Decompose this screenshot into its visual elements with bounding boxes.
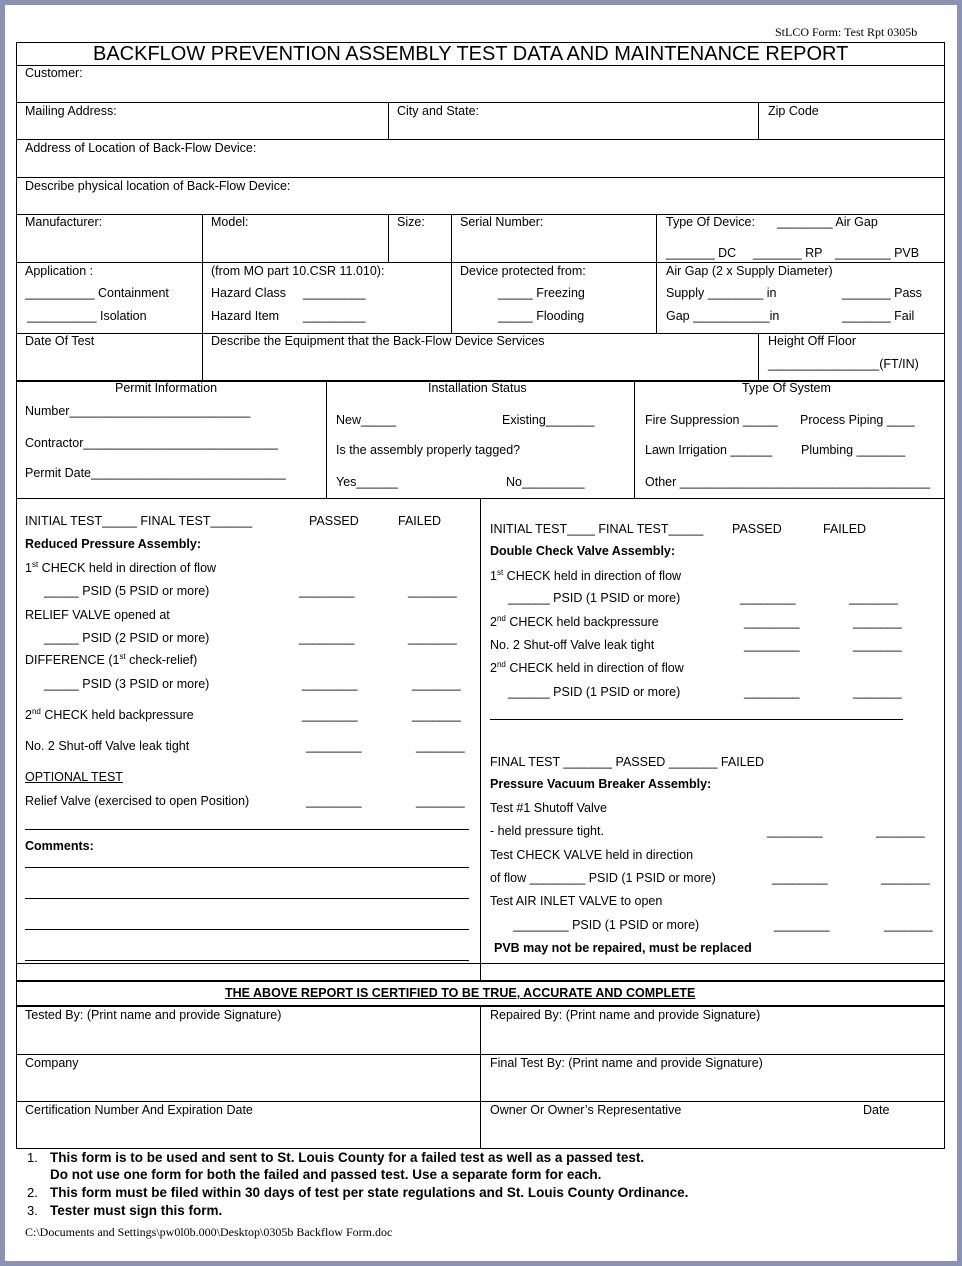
serial-label: Serial Number:	[460, 215, 544, 229]
pvb-note: PVB may not be repaired, must be replaced	[494, 941, 752, 955]
containment: __________ Containment	[25, 286, 169, 300]
customer-label: Customer:	[25, 66, 83, 80]
rp-difference: DIFFERENCE (1st check-relief)	[25, 651, 198, 667]
rp-shutoff-pass: ________	[306, 739, 362, 753]
rp-failed: FAILED	[398, 514, 442, 528]
protected-from-label: Device protected from:	[460, 264, 586, 278]
pvb-test-check: Test CHECK VALVE held in direction	[490, 848, 694, 862]
cert-company: Company	[25, 1056, 79, 1070]
permit-number: Number__________________________	[25, 404, 251, 418]
rp-psid5-pass: ________	[299, 584, 355, 598]
describe-equipment-label: Describe the Equipment that the Back-Flow Device Services	[211, 334, 545, 348]
rp-psid2-pass: ________	[299, 631, 355, 645]
dc-check2bp-fail: _______	[853, 615, 902, 629]
gap-field: Gap ___________in	[666, 309, 780, 323]
dc-psid1b-pass: ________	[744, 685, 800, 699]
rp-check2-pass: ________	[302, 708, 358, 722]
pvb-test1: Test #1 Shutoff Valve	[490, 801, 607, 815]
dc-psid1a: ______ PSID (1 PSID or more)	[508, 591, 681, 605]
rp-shutoff-fail: _______	[416, 739, 465, 753]
dc-failed: FAILED	[823, 522, 867, 536]
cert-tested-by: Tested By: (Print name and provide Signature)	[25, 1008, 282, 1022]
note-1-text: This form is to be used and sent to St. Louis County for a failed test as well as a passed test.	[50, 1150, 645, 1165]
rp-optional: OPTIONAL TEST	[25, 770, 123, 784]
dc-psid1b: ______ PSID (1 PSID or more)	[508, 685, 681, 699]
system-other: Other ____________________________________	[645, 475, 931, 489]
rp-psid3: _____ PSID (3 PSID or more)	[44, 677, 210, 691]
cert-date: Date	[863, 1103, 890, 1117]
file-path: C:\Documents and Settings\pw0l0b.000\Desktop\0305b Backflow Form.doc	[25, 1225, 393, 1239]
system-lawn: Lawn Irrigation ______	[645, 443, 773, 457]
air-gap-2x-label: Air Gap (2 x Supply Diameter)	[666, 264, 833, 278]
mailing-address-label: Mailing Address:	[25, 104, 117, 118]
rp-psid5-fail: _______	[408, 584, 457, 598]
note-3-text: Tester must sign this form.	[50, 1203, 223, 1218]
rp-title: Reduced Pressure Assembly:	[25, 537, 202, 551]
system-plumbing: Plumbing _______	[801, 443, 906, 457]
city-state-label: City and State:	[397, 104, 479, 118]
isolation: __________ Isolation	[27, 309, 147, 323]
installation-header: Installation Status	[428, 381, 527, 395]
dc-shutoff-fail: _______	[853, 638, 902, 652]
rp-psid2: _____ PSID (2 PSID or more)	[44, 631, 210, 645]
note-1-num: 1.	[27, 1150, 38, 1165]
pvb-flow-pass: ________	[772, 871, 828, 885]
rp-psid2-fail: _______	[408, 631, 457, 645]
rp-check1: 1st CHECK held in direction of flow	[25, 559, 217, 575]
dc-header-line: INITIAL TEST____ FINAL TEST_____	[490, 522, 704, 536]
height-blank: ________________(FT/IN)	[768, 357, 919, 371]
pvb-air-inlet: Test AIR INLET VALVE to open	[490, 894, 663, 908]
pvb-air-pass: ________	[774, 918, 830, 932]
physical-location-label: Describe physical location of Back-Flow Device:	[25, 179, 291, 193]
hazard-item-blank: _________	[303, 309, 366, 323]
dc-check2flow: 2nd CHECK held in direction of flow	[490, 659, 684, 675]
type-dc: _______ DC	[666, 246, 737, 260]
dc-title: Double Check Valve Assembly:	[490, 544, 676, 558]
model-label: Model:	[211, 215, 249, 229]
size-label: Size:	[397, 215, 425, 229]
zip-label: Zip Code	[768, 104, 819, 118]
system-fire: Fire Suppression _____	[645, 413, 778, 427]
pvb-air-fail: _______	[884, 918, 933, 932]
type-rp: _______ RP	[753, 246, 823, 260]
pass-field: _______ Pass	[842, 286, 922, 300]
form-page	[5, 5, 957, 1261]
flooding: _____ Flooding	[498, 309, 585, 323]
rp-relief-ex-pass: ________	[306, 794, 362, 808]
system-process: Process Piping ____	[800, 413, 915, 427]
pvb-held-pass: ________	[767, 824, 823, 838]
dc-psid1b-fail: _______	[853, 685, 902, 699]
permit-contractor: Contractor____________________________	[25, 436, 279, 450]
mo-part-label: (from MO part 10.CSR 11.010):	[211, 264, 385, 278]
dc-passed: PASSED	[732, 522, 782, 536]
dc-check2bp-pass: ________	[744, 615, 800, 629]
type-pvb: ________ PVB	[835, 246, 920, 260]
rp-psid3-pass: ________	[302, 677, 358, 691]
dc-check1: 1st CHECK held in direction of flow	[490, 567, 682, 583]
rp-shutoff: No. 2 Shut-off Valve leak tight	[25, 739, 190, 753]
rp-passed: PASSED	[309, 514, 359, 528]
type-device-label: Type Of Device:	[666, 215, 755, 229]
cert-header: THE ABOVE REPORT IS CERTIFIED TO BE TRUE, ACCURATE AND COMPLETE	[225, 986, 696, 1000]
pvb-held: - held pressure tight.	[490, 824, 604, 838]
dc-check2bp: 2nd CHECK held backpressure	[490, 613, 659, 629]
height-off-floor-label: Height Off Floor	[768, 334, 857, 348]
note-2-text: This form must be filed within 30 days of test per state regulations and St. Louis County Ordinance.	[50, 1185, 689, 1200]
rp-relief: RELIEF VALVE opened at	[25, 608, 170, 622]
freezing: _____ Freezing	[498, 286, 585, 300]
install-tagged: Is the assembly properly tagged?	[336, 443, 521, 457]
install-existing: Existing_______	[502, 413, 595, 427]
pvb-held-fail: _______	[876, 824, 925, 838]
rp-check2-fail: _______	[412, 708, 461, 722]
date-of-test-label: Date Of Test	[25, 334, 95, 348]
type-airgap: ________ Air Gap	[777, 215, 878, 229]
rp-comments: Comments:	[25, 839, 94, 853]
rp-check2: 2nd CHECK held backpressure	[25, 706, 194, 722]
note-2-num: 2.	[27, 1185, 38, 1200]
hazard-class-blank: _________	[303, 286, 366, 300]
pvb-title: Pressure Vacuum Breaker Assembly:	[490, 777, 712, 791]
hazard-class-label: Hazard Class	[211, 286, 287, 300]
rp-relief-ex: Relief Valve (exercised to open Position)	[25, 794, 250, 808]
system-header: Type Of System	[742, 381, 831, 395]
hazard-item-label: Hazard Item	[211, 309, 280, 323]
supply-field: Supply ________ in	[666, 286, 777, 300]
pvb-of-flow: of flow ________ PSID (1 PSID or more)	[490, 871, 716, 885]
dc-shutoff-pass: ________	[744, 638, 800, 652]
application-label: Application :	[25, 264, 94, 278]
location-address-label: Address of Location of Back-Flow Device:	[25, 141, 257, 155]
pvb-final-test: FINAL TEST _______ PASSED _______ FAILED	[490, 755, 765, 769]
fail-field: _______ Fail	[842, 309, 915, 323]
rp-psid3-fail: _______	[412, 677, 461, 691]
rp-header-line: INITIAL TEST_____ FINAL TEST______	[25, 514, 253, 528]
cert-final-test-by: Final Test By: (Print name and provide Signature)	[490, 1056, 763, 1070]
manufacturer-label: Manufacturer:	[25, 215, 103, 229]
install-yes: Yes______	[336, 475, 399, 489]
permit-date: Permit Date____________________________	[25, 466, 286, 480]
install-no: No_________	[506, 475, 585, 489]
permit-header: Permit Information	[115, 381, 218, 395]
dc-psid1a-fail: _______	[849, 591, 898, 605]
rp-psid5: _____ PSID (5 PSID or more)	[44, 584, 210, 598]
cert-number: Certification Number And Expiration Date	[25, 1103, 253, 1117]
pvb-psid-air: ________ PSID (1 PSID or more)	[513, 918, 700, 932]
pvb-flow-fail: _______	[881, 871, 930, 885]
cert-owner: Owner Or Owner’s Representative	[490, 1103, 682, 1117]
form-id: StLCO Form: Test Rpt 0305b	[775, 25, 918, 39]
install-new: New_____	[336, 413, 396, 427]
note-1b-text: Do not use one form for both the failed and passed test. Use a separate form for each.	[50, 1167, 602, 1182]
dc-shutoff: No. 2 Shut-off Valve leak tight	[490, 638, 655, 652]
cert-repaired-by: Repaired By: (Print name and provide Signature)	[490, 1008, 761, 1022]
form-title: BACKFLOW PREVENTION ASSEMBLY TEST DATA AND MAINTENANCE REPORT	[93, 43, 849, 65]
dc-psid1a-pass: ________	[740, 591, 796, 605]
note-3-num: 3.	[27, 1203, 38, 1218]
rp-relief-ex-fail: _______	[416, 794, 465, 808]
